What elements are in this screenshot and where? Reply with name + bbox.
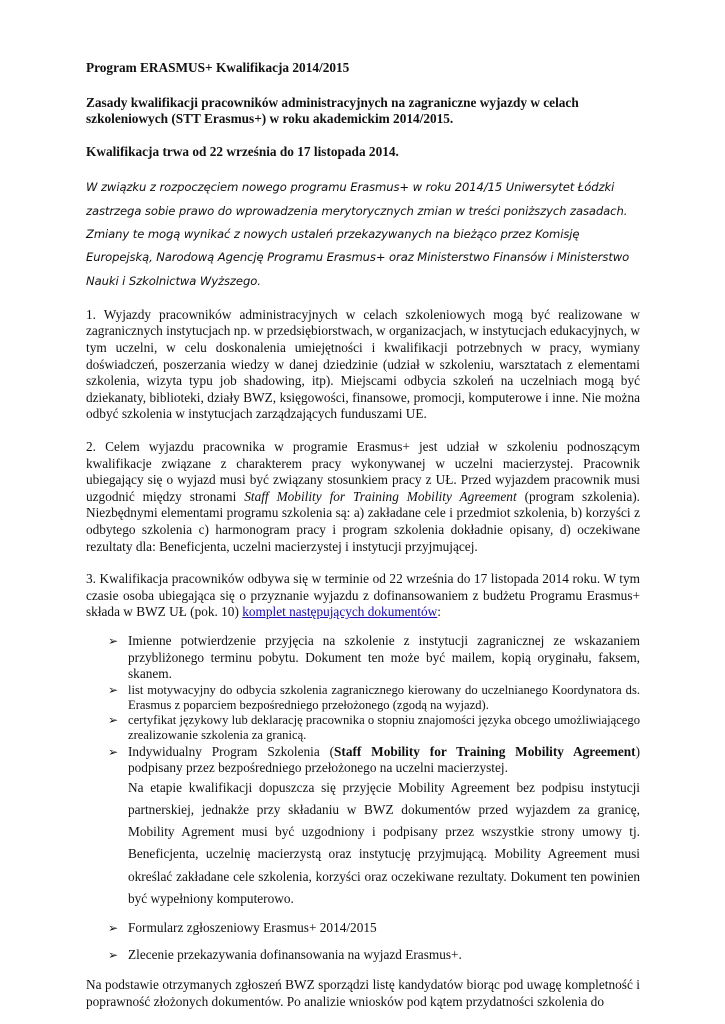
arrow-bullet-icon: ➢	[108, 713, 119, 728]
list-item-text: Imienne potwierdzenie przyjęcia na szkolenie z instytucji zagranicznej ze wskazaniem przybliżonego terminu pobytu. Dokument ten może być mailem, kopią oryginału, faksem, skanem.	[128, 632, 640, 682]
paragraph-3-text	[86, 571, 640, 621]
list-item-text: certyfikat językowy lub deklarację pracownika o stopniu znajomości języka obcego umożliwiającego zrealizowanie szkolenia za granicą.	[128, 713, 640, 743]
list-item-text: Zlecenie przekazywania dofinansowania na wyjazd Erasmus+.	[128, 946, 462, 962]
arrow-bullet-icon: ➢	[108, 633, 119, 648]
paragraph-2	[86, 439, 640, 555]
documents-link[interactable]: komplet następujących dokumentów	[242, 604, 438, 620]
paragraph-2-end: (program szkolenia). Niezbędnymi elementami programu szkolenia są: a) zakładane cele i przedmiot szkolenia, b) korzyści z odbytego szkolenia c) harmonogram pracy i program szkolenia dokładnie opisany, d) oczekiwane rezultaty dla: Beneficjenta, uczelni macierzystej i instytucji przyjmującej.	[86, 488, 640, 554]
list-item-text: Formularz zgłoszeniowy Erasmus+ 2014/2015	[128, 919, 377, 935]
list-item-text-start: Indywidualny Program Szkolenia (	[128, 743, 335, 759]
list-item	[108, 947, 640, 964]
document-subtitle: Zasady kwalifikacji pracowników administracyjnych na zagraniczne wyjazdy w celach szkoleniowych (STT Erasmus+) w roku akademickim 2014/2015.	[86, 94, 579, 127]
list-item	[108, 713, 640, 743]
paragraph-2-start: 2. Celem wyjazdu pracownika w programie Erasmus+ jest udział w szkoleniu podnoszącym kwalifikacje związane z charakterem pracy wykonywanej w uczelni macierzystej. Pracownik ubiegający się o wyjazd musi być związany stosunkiem pracy z UŁ. Przed wyjazdem pracownik musi uzgodnić między stronami	[86, 439, 640, 504]
paragraph-3	[86, 571, 640, 621]
list-item	[108, 744, 640, 910]
document-title: Program ERASMUS+ Kwalifikacja 2014/2015	[86, 60, 350, 75]
list-item-text-end: ) podpisany przez bezpośredniego przełożonego na uczelni macierzystej.	[128, 743, 640, 776]
arrow-bullet-icon: ➢	[108, 744, 119, 759]
list-item-text: list motywacyjny do odbycia szkolenia zagranicznego kierowany do uczelnianego Koordynatora ds. Erasmus z poparciem bezpośredniego przełożonego (zgodą na wyjazd).	[128, 682, 640, 712]
paragraph-1	[86, 307, 640, 423]
final-paragraph: Na podstawie otrzymanych zgłoszeń BWZ sporządzi listę kandydatów biorąc pod uwagę kompletność i poprawność złożonych dokumentów. Po analizie wniosków pod kątem przydatności szkolenia do	[86, 977, 640, 1009]
paragraph-3-end: :	[437, 604, 441, 620]
arrow-bullet-icon: ➢	[108, 947, 119, 962]
arrow-bullet-icon: ➢	[108, 682, 119, 697]
list-item	[108, 633, 640, 683]
paragraph-3-start: 3. Kwalifikacja pracowników odbywa się w terminie od 22 września do 17 listopada 2014 roku. W tym czasie osoba ubiegająca się o przyznanie wyjazdu z dofinansowaniem z budżetu Programu Erasmus+ składa w BWZ UŁ (pok. 10)	[86, 571, 640, 620]
arrow-bullet-icon: ➢	[108, 920, 119, 935]
italic-notice: W związku z rozpoczęciem nowego programu Erasmus+ w roku 2014/15 Uniwersytet Łódzki zastrzega sobie prawo do wprowadzenia merytorycznych zmian w treści poniższych zasadach. Zmiany te mogą wynikać z nowych ustaleń przekazywanych na bieżąco przez Komisję Europejską, Narodową Agencję Programu Erasmus+ oraz Ministerstwo Finansów i Ministerstwo Nauki i Szkolnictwa Wyższego.	[86, 180, 630, 288]
qualification-period: Kwalifikacja trwa od 22 września do 17 listopada 2014.	[86, 143, 399, 159]
list-item	[108, 920, 640, 937]
paragraph-2-text	[86, 439, 640, 555]
document-page	[86, 60, 640, 1024]
mobility-agreement-bold: Staff Mobility for Training Mobility Agreement	[334, 743, 636, 759]
mobility-agreement-italic: Staff Mobility for Training Mobility Agreement	[244, 488, 517, 504]
mobility-agreement-note: Na etapie kwalifikacji dopuszcza się przyjęcie Mobility Agreement bez podpisu instytucji partnerskiej, jednakże przy składaniu w BWZ dokumentów przed wyjazdem za granicę, Mobility Agrement musi być uzgodniony i podpisany przez wszystkie strony umowy tj. Beneficjenta, uczelnię macierzystą oraz instytucję przyjmującą. Mobility Agreement musi określać zakładane cele szkolenia, korzyści oraz oczekiwane rezultaty. Dokument ten powinien być wypełniony komputerowo.	[128, 779, 640, 906]
documents-list	[86, 633, 640, 963]
list-item	[108, 683, 640, 713]
paragraph-1-text: 1. Wyjazdy pracowników administracyjnych w celach szkoleniowych mogą być realizowane w zagranicznych instytucjach np. w przedsiębiorstwach, w organizacjach, w instytucjach edukacyjnych, w tym uczelni, w celu doskonalenia umiejętności i kwalifikacji potrzebnych w pracy, wymiany doświadczeń, poszerzania wiedzy w danej dziedzinie (udział w szkoleniu, warsztatach z elementami szkolenia, wizyta typu job shadowing, itp). Miejscami odbycia szkoleń na uczelniach mogą być dziekanaty, biblioteki, działy BWZ, księgowości, finansowe, promocji, komputerowe i inne. Nie można odbyć szkolenia w instytucjach zarządzających funduszami UE.	[86, 306, 640, 422]
